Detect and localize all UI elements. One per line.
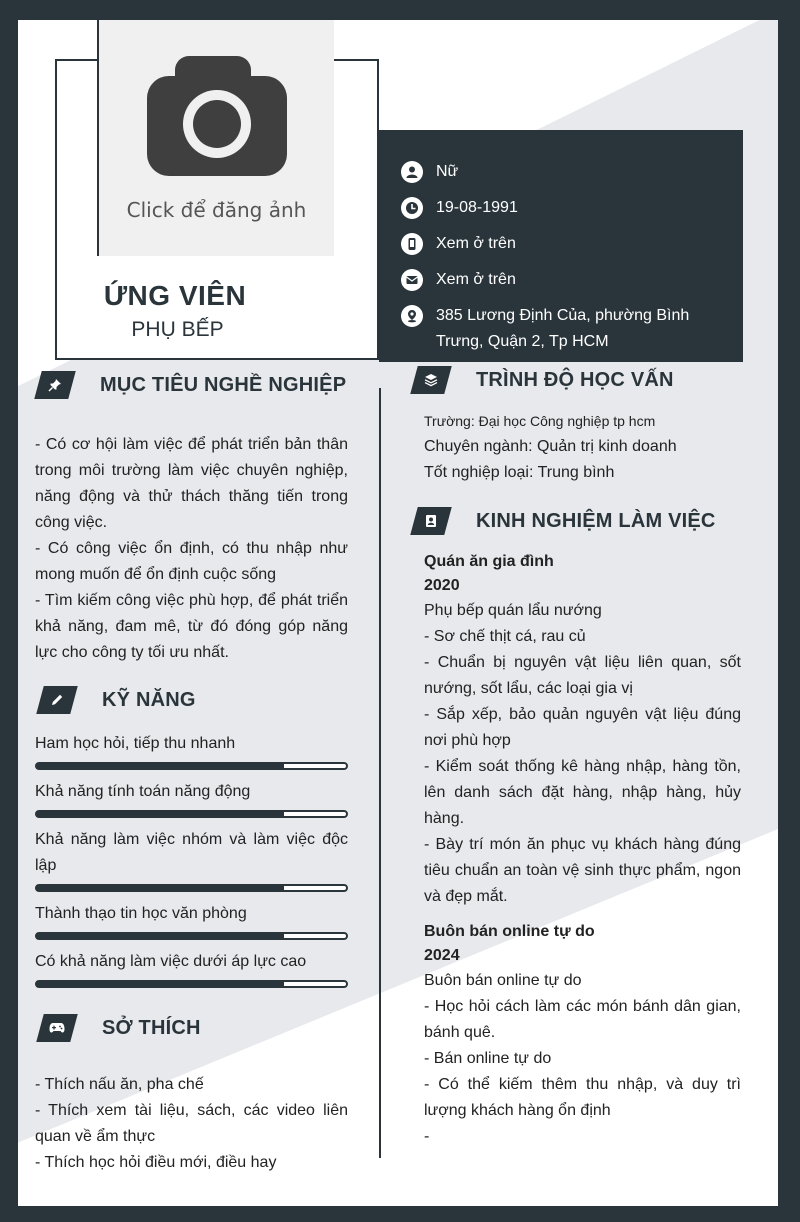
job-year: 2020 [424, 577, 460, 594]
skill-bar-fill [37, 934, 284, 938]
skill-bar-fill [37, 812, 284, 816]
clock-icon [401, 197, 423, 219]
objective-title: MỤC TIÊU NGHỀ NGHIỆP [100, 373, 347, 396]
job-year: 2024 [424, 947, 460, 964]
job-task: - Bán online tự do [424, 1050, 552, 1067]
mail-icon [401, 269, 423, 291]
location-icon [401, 305, 423, 327]
job-details [424, 968, 741, 1150]
skills-header [40, 686, 196, 714]
job-task: - Học hỏi cách làm các món bánh dân gian, bánh quê. [424, 998, 741, 1041]
skill-bar [35, 762, 348, 770]
education-grade: Tốt nghiệp loại: Trung bình [424, 464, 615, 481]
candidate-position: PHỤ BẾP [131, 318, 224, 341]
education-header [414, 366, 674, 394]
experience-title: KINH NGHIỆM LÀM VIỆC [476, 509, 716, 532]
experience-header [414, 507, 716, 535]
id-card-icon [425, 514, 437, 528]
job-role: Phụ bếp quán lẩu nướng [424, 602, 602, 619]
skill-bar [35, 932, 348, 940]
objective-line: - Có công việc ổn định, có thu nhập như mong muốn để ổn định cuộc sống [35, 540, 348, 583]
layers-icon [424, 373, 438, 387]
hobby-line: - Thích học hỏi điều mới, điều hay [35, 1154, 277, 1171]
photo-caption[interactable]: Click để đăng ảnh [126, 198, 307, 222]
skill-label: Khả năng tính toán năng động [35, 783, 251, 800]
objective-header [38, 371, 346, 399]
column-divider [379, 388, 381, 1158]
contact-panel [379, 130, 743, 362]
job-task: - Có thể kiếm thêm thu nhập, và duy trì lượng khách hàng ổn định [424, 1076, 741, 1119]
candidate-name: ỨNG VIÊN [103, 280, 247, 311]
gamepad-icon [49, 1022, 65, 1034]
job-company: Buôn bán online tự do [424, 923, 595, 940]
skills-title: KỸ NĂNG [102, 688, 196, 711]
contact-address [401, 303, 689, 355]
job-task: - [424, 1128, 430, 1145]
hobbies-header [40, 1014, 201, 1042]
address-line-2: Trưng, Quận 2, Tp HCM [436, 333, 609, 350]
camera-icon [147, 54, 287, 179]
education-school: Trường: Đại học Công nghiệp tp hcm [424, 413, 656, 429]
hobbies-text [35, 1072, 348, 1176]
skill-bar-fill [37, 982, 284, 986]
address-line-1: 385 Lương Định Của, phường Bình [436, 307, 690, 324]
hobbies-title: SỞ THÍCH [102, 1016, 201, 1039]
pin-icon [48, 378, 62, 392]
pencil-icon [50, 693, 64, 707]
job-task: - Chuẩn bị nguyên vật liệu liên quan, sốt nướng, sốt lẩu, các loại gia vị [424, 654, 741, 697]
skill-bar [35, 810, 348, 818]
hobby-line: - Thích xem tài liệu, sách, các video liên quan về ẩm thực [35, 1102, 348, 1145]
skill-bar-fill [37, 764, 284, 768]
contact-phone: Xem ở trên [401, 231, 516, 257]
contact-birthday: 19-08-1991 [401, 195, 518, 221]
job-company: Quán ăn gia đình [424, 553, 554, 570]
skill-bar [35, 980, 348, 988]
hobby-line: - Thích nấu ăn, pha chế [35, 1076, 204, 1093]
skill-bar [35, 884, 348, 892]
contact-email: Xem ở trên [401, 267, 516, 293]
job-task: - Sắp xếp, bảo quản nguyên vật liệu đúng nơi phù hợp [424, 706, 741, 749]
phone-icon [401, 233, 423, 255]
avatar-upload[interactable] [97, 20, 334, 256]
education-major: Chuyên ngành: Quản trị kinh doanh [424, 438, 677, 455]
objective-line: - Tìm kiếm công việc phù hợp, để phát triển khả năng, đam mê, từ đó đóng góp năng lực cho công ty tối ưu nhất. [35, 592, 348, 661]
job-details [424, 598, 741, 910]
objective-line: - Có cơ hội làm việc để phát triển bản thân trong môi trường làm việc chuyên nghiệp, năng động và thử thách thăng tiến trong công việc. [35, 436, 348, 531]
skill-label: Ham học hỏi, tiếp thu nhanh [35, 735, 236, 752]
skill-label: Khả năng làm việc nhóm và làm việc độc lập [35, 831, 348, 874]
skill-bar-fill [37, 886, 284, 890]
education-title: TRÌNH ĐỘ HỌC VẤN [476, 368, 674, 391]
job-task: - Bày trí món ăn phục vụ khách hàng đúng tiêu chuẩn an toàn vệ sinh thực phẩm, ngon và đẹp mắt. [424, 836, 741, 905]
user-icon [401, 161, 423, 183]
skill-label: Có khả năng làm việc dưới áp lực cao [35, 953, 307, 970]
job-entry [424, 550, 741, 598]
job-role: Buôn bán online tự do [424, 972, 582, 989]
job-task: - Kiểm soát thống kê hàng nhập, hàng tồn, lên danh sách đặt hàng, nhập hàng, hủy hàng. [424, 758, 741, 827]
education-text [424, 408, 744, 486]
job-task: - Sơ chế thịt cá, rau củ [424, 628, 586, 645]
skill-label: Thành thạo tin học văn phòng [35, 905, 247, 922]
objective-text [35, 432, 348, 666]
job-entry [424, 920, 741, 968]
contact-gender: Nữ [401, 159, 458, 185]
